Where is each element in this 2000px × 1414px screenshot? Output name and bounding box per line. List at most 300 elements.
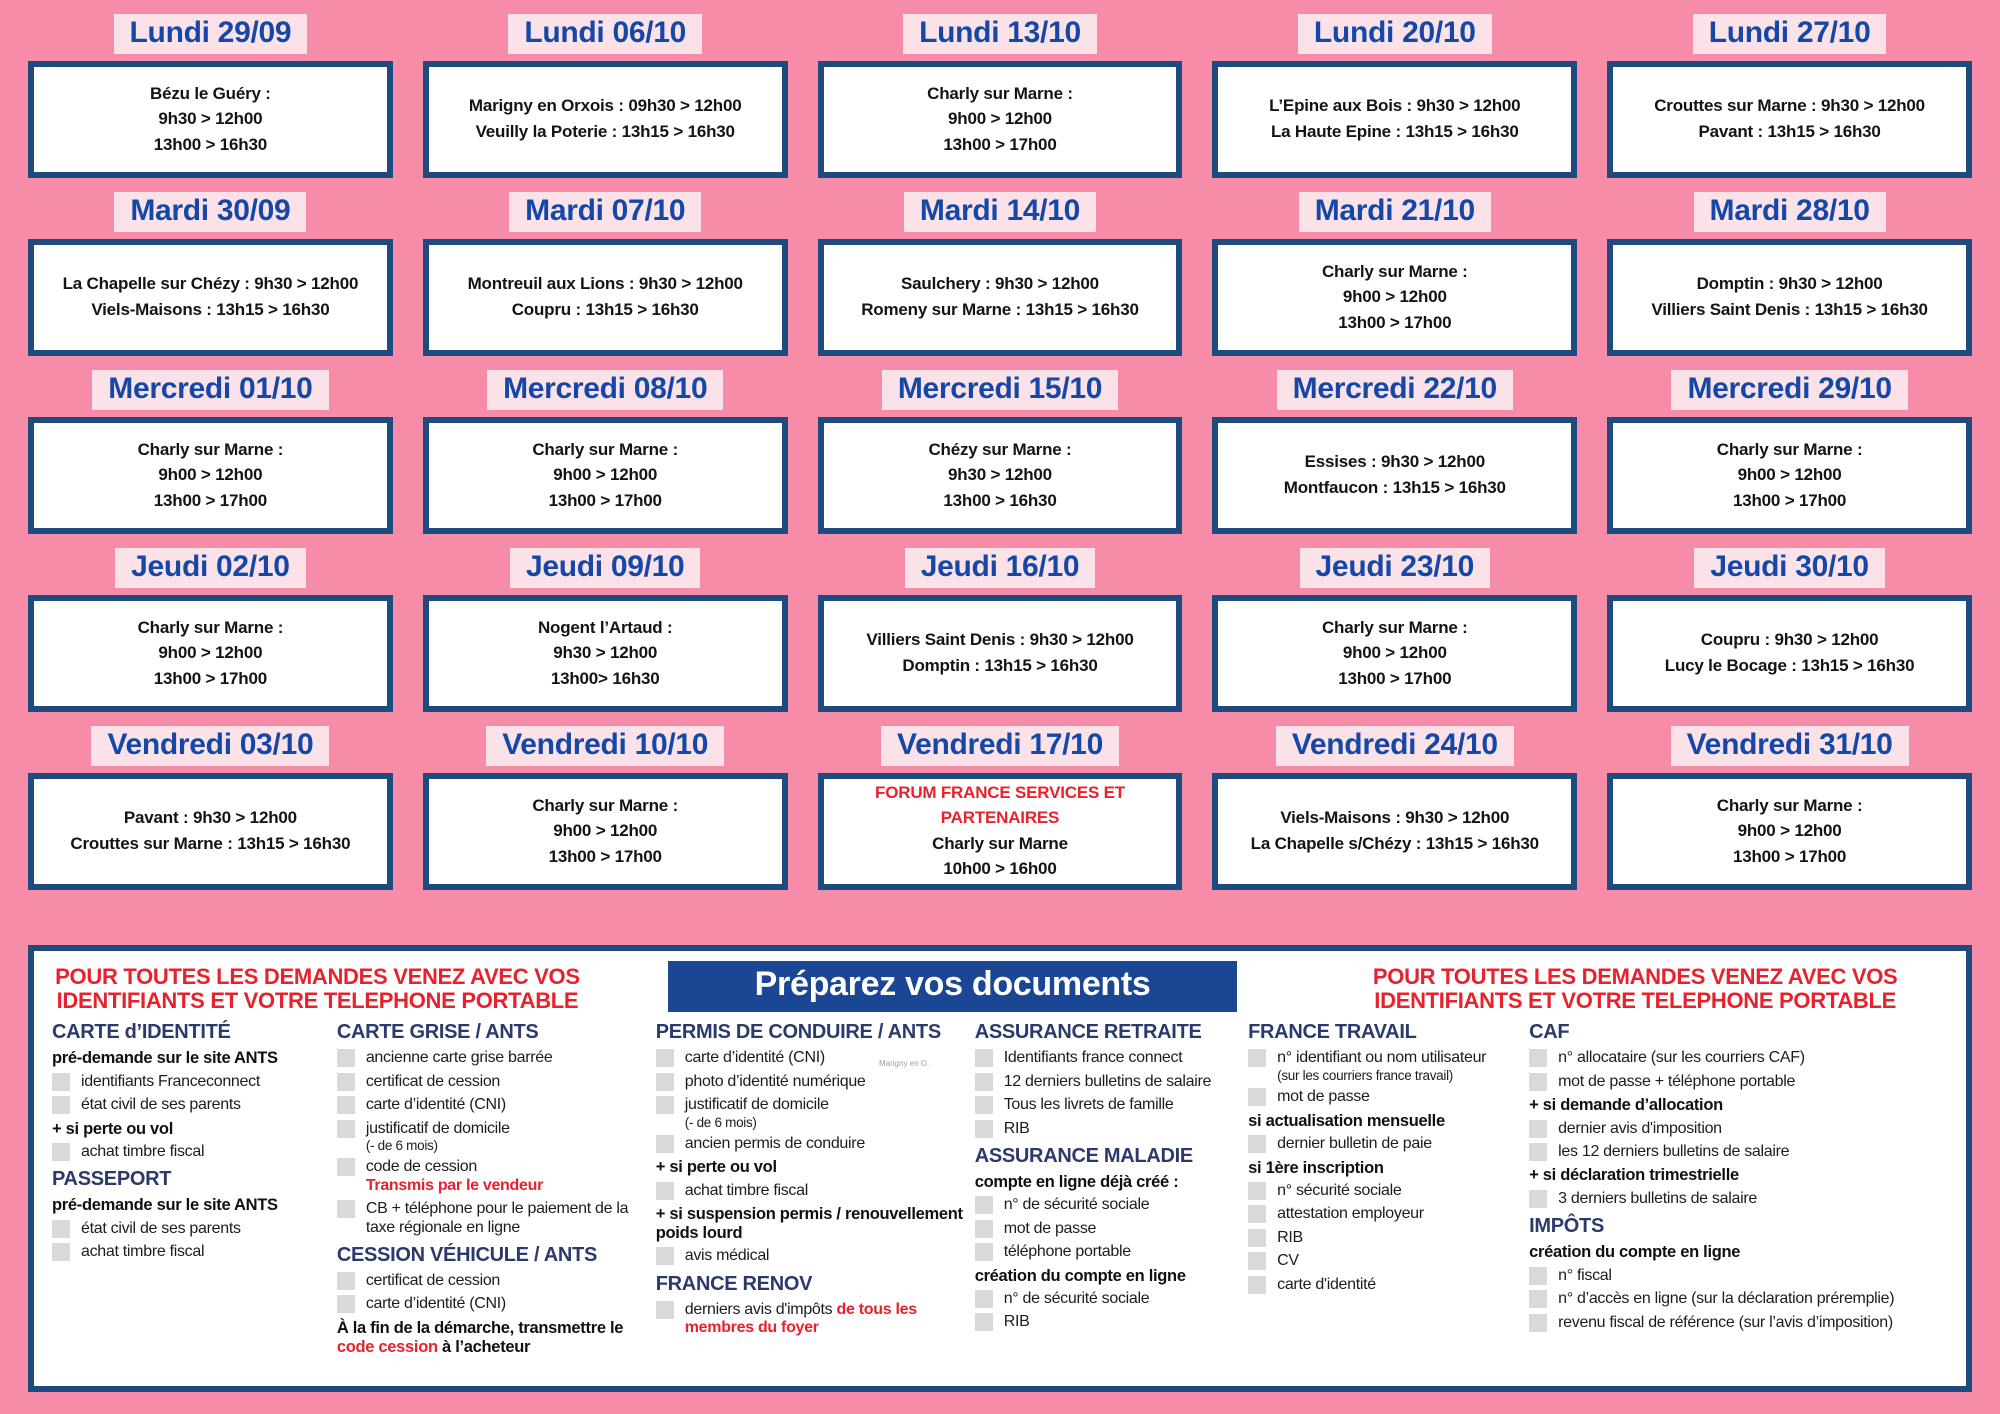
day-card-line: 9h00 > 12h00 bbox=[1737, 821, 1842, 841]
doc-section-title: IMPÔTS bbox=[1529, 1215, 1605, 1238]
checklist-item-label: téléphone portable bbox=[1003, 1243, 1131, 1261]
day-header-label: Mercredi 08/10 bbox=[487, 370, 723, 410]
day-card-line: 9h00 > 12h00 bbox=[553, 465, 658, 485]
day-cell bbox=[1607, 548, 1972, 726]
day-card-line: 13h00 > 17h00 bbox=[1732, 490, 1847, 510]
day-card-line: Charly sur Marne : bbox=[532, 795, 679, 815]
day-card-line: Crouttes sur Marne : 9h30 > 12h00 bbox=[1654, 96, 1925, 116]
day-card-line: Saulchery : 9h30 > 12h00 bbox=[901, 274, 1099, 294]
doc-section-title: PASSEPORT bbox=[52, 1168, 172, 1191]
day-card-line: 13h00 > 17h00 bbox=[548, 490, 662, 510]
day-header-label: Vendredi 31/10 bbox=[1671, 726, 1909, 766]
day-card-line: 13h00 > 17h00 bbox=[943, 134, 1057, 154]
checklist-item bbox=[1248, 1276, 1521, 1294]
doc-subheading: pré-demande sur le site ANTS bbox=[52, 1049, 278, 1068]
checklist-item bbox=[656, 1135, 967, 1153]
checklist-item-label: photo d’identité numérique bbox=[684, 1072, 866, 1090]
checklist-item-label: identifiants Franceconnect bbox=[81, 1072, 260, 1090]
checklist-item bbox=[975, 1049, 1240, 1067]
day-card-line: 13h00 > 16h30 bbox=[153, 134, 267, 154]
day-card-line: Crouttes sur Marne : 13h15 > 16h30 bbox=[70, 833, 351, 853]
day-cell bbox=[1607, 726, 1972, 904]
headline-left: POUR TOUTES LES DEMANDES VENEZ AVEC VOS IDENTIFIANTS ET VOTRE TELEPHONE PORTABLE bbox=[55, 964, 580, 1014]
day-card bbox=[1607, 61, 1972, 178]
checklist-item bbox=[656, 1073, 967, 1091]
day-header-label: Lundi 29/09 bbox=[114, 14, 308, 54]
checklist-item-label: RIB bbox=[1003, 1119, 1030, 1137]
doc-footnote-segment: code cession bbox=[336, 1337, 438, 1356]
day-header-label: Mardi 28/10 bbox=[1694, 192, 1886, 232]
day-card-line: 13h00 > 17h00 bbox=[153, 490, 267, 510]
checkbox-icon bbox=[337, 1200, 355, 1218]
day-card bbox=[423, 773, 788, 890]
checkbox-icon bbox=[1529, 1190, 1547, 1208]
day-card bbox=[818, 773, 1183, 890]
checklist-item-label: CB + téléphone pour le paiement de la taxe régionale en ligne bbox=[365, 1200, 629, 1236]
day-card-line: Charly sur Marne : bbox=[927, 83, 1073, 103]
checkbox-icon bbox=[656, 1073, 674, 1091]
checkbox-icon bbox=[337, 1096, 355, 1114]
doc-column-3 bbox=[656, 1021, 967, 1356]
day-cell bbox=[1607, 370, 1972, 548]
checkbox-icon bbox=[1529, 1290, 1547, 1308]
doc-footnote bbox=[337, 1319, 648, 1357]
day-cell bbox=[28, 192, 393, 370]
day-header-label: Lundi 13/10 bbox=[903, 14, 1097, 54]
day-card-line: Villiers Saint Denis : 9h30 > 12h00 bbox=[866, 630, 1134, 650]
checkbox-icon bbox=[975, 1290, 993, 1308]
checklist-item-label: dernier bulletin de paie bbox=[1277, 1135, 1432, 1153]
checklist-item bbox=[337, 1295, 648, 1313]
checklist-item bbox=[656, 1096, 967, 1130]
day-card-line: Chézy sur Marne : bbox=[928, 439, 1072, 459]
checklist-item bbox=[975, 1196, 1240, 1214]
day-cell bbox=[1212, 192, 1577, 370]
doc-section-title: ASSURANCE RETRAITE bbox=[974, 1021, 1202, 1044]
day-card bbox=[423, 595, 788, 712]
checklist-item bbox=[1529, 1143, 1942, 1161]
day-cell bbox=[1607, 192, 1972, 370]
day-card-line: Bézu le Guéry : bbox=[150, 83, 271, 103]
doc-subheading: + si déclaration trimestrielle bbox=[1529, 1166, 1739, 1185]
day-header-label: Vendredi 03/10 bbox=[91, 726, 329, 766]
checklist-item bbox=[1529, 1314, 1942, 1332]
day-card bbox=[1212, 595, 1577, 712]
day-cell bbox=[423, 192, 788, 370]
day-header-label: Lundi 27/10 bbox=[1693, 14, 1887, 54]
doc-column-6 bbox=[1529, 1021, 1942, 1356]
doc-subheading: + si perte ou vol bbox=[655, 1158, 777, 1177]
checklist-item bbox=[1248, 1049, 1521, 1083]
day-cell bbox=[1212, 370, 1577, 548]
day-card-line: Marigny en Orxois : 09h30 > 12h00 bbox=[468, 96, 742, 116]
checkbox-icon bbox=[975, 1220, 993, 1238]
day-cell bbox=[1607, 14, 1972, 192]
checklist-item-label: justificatif de domicile (- de 6 mois) bbox=[365, 1119, 510, 1153]
checklist-item-label: ancienne carte grise barrée bbox=[365, 1049, 553, 1067]
checklist-item bbox=[337, 1158, 648, 1195]
checkbox-icon bbox=[656, 1182, 674, 1200]
checkbox-icon bbox=[1248, 1229, 1266, 1247]
checklist-item-label: carte d’identité (CNI) bbox=[684, 1049, 825, 1067]
checklist-item bbox=[656, 1182, 967, 1200]
day-header-label: Mardi 21/10 bbox=[1299, 192, 1491, 232]
day-card-line: Charly sur Marne : bbox=[1716, 439, 1863, 459]
checklist-item bbox=[975, 1290, 1240, 1308]
checkbox-icon bbox=[975, 1096, 993, 1114]
checkbox-icon bbox=[52, 1143, 70, 1161]
checkbox-icon bbox=[656, 1096, 674, 1114]
checklist-item bbox=[1529, 1073, 1942, 1091]
checklist-item-label: état civil de ses parents bbox=[81, 1219, 241, 1237]
day-cell bbox=[818, 192, 1183, 370]
checkbox-icon bbox=[975, 1313, 993, 1331]
checkbox-icon bbox=[1529, 1073, 1547, 1091]
checklist-item bbox=[1529, 1190, 1942, 1208]
checkbox-icon bbox=[337, 1049, 355, 1067]
day-card-line: 13h00 > 17h00 bbox=[1338, 668, 1452, 688]
checkbox-icon bbox=[1248, 1049, 1266, 1067]
documents-panel bbox=[28, 945, 1972, 1392]
checkbox-icon bbox=[656, 1135, 674, 1153]
checklist-item bbox=[1248, 1182, 1521, 1200]
checklist-item bbox=[1529, 1120, 1942, 1138]
checklist-item-label: 12 derniers bulletins de salaire bbox=[1003, 1072, 1212, 1090]
day-cell bbox=[1212, 14, 1577, 192]
day-card-line: 9h30 > 12h00 bbox=[553, 643, 658, 663]
day-card-line: Charly sur Marne : bbox=[532, 439, 679, 459]
checkbox-icon bbox=[1248, 1276, 1266, 1294]
doc-subheading: + si suspension permis / renouvellement poids lourd bbox=[655, 1205, 963, 1242]
checklist-item bbox=[52, 1096, 329, 1114]
day-card-line: 9h30 > 12h00 bbox=[948, 465, 1052, 485]
doc-subheading: compte en ligne déjà créé : bbox=[974, 1172, 1179, 1191]
checklist-item-label: n° sécurité sociale bbox=[1277, 1182, 1402, 1199]
day-card-line: Pavant : 9h30 > 12h00 bbox=[123, 808, 297, 828]
day-card-line: 13h00 > 17h00 bbox=[1338, 312, 1452, 332]
doc-section-title: PERMIS DE CONDUIRE / ANTS bbox=[655, 1021, 941, 1044]
day-header-label: Mardi 07/10 bbox=[509, 192, 701, 232]
checklist-item-label: avis médical bbox=[684, 1247, 770, 1265]
checklist-item bbox=[975, 1120, 1240, 1138]
checklist-item-label: RIB bbox=[1003, 1313, 1030, 1331]
checklist-item bbox=[1529, 1267, 1942, 1285]
checklist-item-label: n° fiscal bbox=[1558, 1266, 1612, 1284]
day-card bbox=[28, 61, 393, 178]
day-card bbox=[1607, 239, 1972, 356]
day-card bbox=[1607, 417, 1972, 534]
checkbox-icon bbox=[1248, 1182, 1266, 1200]
checklist-item-label: n° identifiant ou nom utilisateur (sur les courriers france travail) bbox=[1277, 1049, 1487, 1083]
day-header-label: Lundi 06/10 bbox=[508, 14, 702, 54]
doc-column-2 bbox=[337, 1021, 648, 1356]
day-card-line: Charly sur Marne : bbox=[137, 617, 284, 637]
doc-section-title: CESSION VÉHICULE / ANTS bbox=[336, 1244, 597, 1267]
checklist-item-label: carte d'identité bbox=[1277, 1275, 1376, 1293]
checklist-item bbox=[337, 1120, 648, 1154]
doc-column-1 bbox=[52, 1021, 329, 1356]
day-header-label: Vendredi 24/10 bbox=[1276, 726, 1514, 766]
day-card-line: Romeny sur Marne : 13h15 > 16h30 bbox=[861, 299, 1139, 319]
checklist-item bbox=[52, 1220, 329, 1238]
day-card bbox=[818, 417, 1183, 534]
checklist-item bbox=[1248, 1205, 1521, 1223]
day-cell bbox=[818, 370, 1183, 548]
day-header-label: Mercredi 15/10 bbox=[882, 370, 1118, 410]
day-card-line: 9h00 > 12h00 bbox=[1342, 287, 1447, 307]
checklist-item bbox=[1529, 1290, 1942, 1308]
checklist-item-label: n° allocataire (sur les courriers CAF) bbox=[1558, 1049, 1805, 1067]
checklist-small-note: (- de 6 mois) bbox=[684, 1114, 757, 1130]
checklist-item bbox=[975, 1073, 1240, 1091]
day-card-line: 9h00 > 12h00 bbox=[553, 821, 658, 841]
doc-column-5 bbox=[1248, 1021, 1521, 1356]
day-card-line: Pavant : 13h15 > 16h30 bbox=[1698, 121, 1881, 141]
day-header-label: Vendredi 10/10 bbox=[486, 726, 724, 766]
checklist-item-label: dernier avis d'imposition bbox=[1558, 1119, 1722, 1137]
checklist-item-label: derniers avis d'impôts de tous les membres du foyer bbox=[684, 1300, 917, 1337]
day-card-line: 13h00> 16h30 bbox=[550, 668, 660, 688]
day-card bbox=[1607, 773, 1972, 890]
day-card-line: 13h00 > 17h00 bbox=[548, 846, 662, 866]
doc-subheading: pré-demande sur le site ANTS bbox=[52, 1196, 278, 1215]
day-card-line: 10h00 > 16h00 bbox=[943, 859, 1057, 879]
checklist-item-label: code de cession Transmis par le vendeur bbox=[365, 1158, 543, 1194]
doc-section-title: CARTE d’IDENTITÉ bbox=[52, 1021, 231, 1044]
day-card bbox=[28, 773, 393, 890]
day-card-line: Charly sur Marne : bbox=[137, 439, 284, 459]
checkbox-icon bbox=[1529, 1314, 1547, 1332]
day-header-label: Mardi 14/10 bbox=[904, 192, 1096, 232]
checklist-item-label: achat timbre fiscal bbox=[81, 1243, 205, 1261]
checkbox-icon bbox=[1248, 1135, 1266, 1153]
day-cell bbox=[818, 548, 1183, 726]
day-card-line: La Chapelle sur Chézy : 9h30 > 12h00 bbox=[62, 274, 359, 294]
day-header-label: Mercredi 22/10 bbox=[1277, 370, 1513, 410]
day-card-line: Charly sur Marne bbox=[932, 833, 1068, 853]
day-card-line: Lucy le Bocage : 13h15 > 16h30 bbox=[1664, 655, 1915, 675]
checkbox-icon bbox=[337, 1120, 355, 1138]
day-card-line: La Haute Epine : 13h15 > 16h30 bbox=[1270, 121, 1519, 141]
checklist-item-label: les 12 derniers bulletins de salaire bbox=[1558, 1143, 1790, 1161]
checklist-item bbox=[337, 1073, 648, 1091]
day-card-line: Coupru : 9h30 > 12h00 bbox=[1700, 630, 1879, 650]
checkbox-icon bbox=[337, 1158, 355, 1176]
day-cell bbox=[28, 370, 393, 548]
day-card-line: Viels-Maisons : 9h30 > 12h00 bbox=[1280, 808, 1510, 828]
checklist-red-text: de tous les membres du foyer bbox=[684, 1300, 917, 1337]
day-card-line: 9h30 > 12h00 bbox=[158, 109, 263, 129]
checkbox-icon bbox=[656, 1049, 674, 1067]
checkbox-icon bbox=[337, 1272, 355, 1290]
checklist-item-label: achat timbre fiscal bbox=[81, 1143, 205, 1161]
day-cell bbox=[818, 14, 1183, 192]
checkbox-icon bbox=[975, 1196, 993, 1214]
checkbox-icon bbox=[52, 1096, 70, 1114]
day-card-line: FORUM FRANCE SERVICES ET bbox=[875, 782, 1125, 802]
checkbox-icon bbox=[975, 1073, 993, 1091]
day-card bbox=[1607, 595, 1972, 712]
doc-subheading: création du compte en ligne bbox=[1529, 1243, 1741, 1262]
day-header-label: Jeudi 30/10 bbox=[1694, 548, 1884, 588]
day-card-line: Domptin : 13h15 > 16h30 bbox=[902, 655, 1098, 675]
day-card bbox=[28, 239, 393, 356]
day-card-line: PARTENAIRES bbox=[940, 808, 1060, 828]
day-card-line: 9h00 > 12h00 bbox=[1342, 643, 1447, 663]
checklist-item-label: certificat de cession bbox=[365, 1272, 501, 1290]
checklist-item-label: n° de sécurité sociale bbox=[1003, 1196, 1150, 1214]
checklist-item bbox=[52, 1143, 329, 1161]
day-cell bbox=[818, 726, 1183, 904]
checklist-item bbox=[337, 1049, 648, 1067]
day-card bbox=[1212, 61, 1577, 178]
day-card-line: 13h00 > 17h00 bbox=[153, 668, 267, 688]
checklist-item-label: état civil de ses parents bbox=[81, 1096, 241, 1114]
checklist-item bbox=[656, 1247, 967, 1265]
day-card-line: Essises : 9h30 > 12h00 bbox=[1304, 452, 1485, 472]
checkbox-icon bbox=[1529, 1267, 1547, 1285]
day-card bbox=[818, 595, 1183, 712]
checkbox-icon bbox=[337, 1295, 355, 1313]
doc-subheading: si 1ère inscription bbox=[1248, 1158, 1384, 1177]
day-card-line: L’Epine aux Bois : 9h30 > 12h00 bbox=[1269, 96, 1521, 116]
day-header-label: Mercredi 29/10 bbox=[1671, 370, 1907, 410]
doc-subheading: création du compte en ligne bbox=[974, 1266, 1186, 1285]
checklist-item bbox=[656, 1301, 967, 1338]
doc-section-title: CARTE GRISE / ANTS bbox=[336, 1021, 539, 1044]
checkbox-icon bbox=[1529, 1143, 1547, 1161]
checklist-item-label: justificatif de domicile (- de 6 mois) bbox=[684, 1096, 829, 1130]
day-cell bbox=[1212, 548, 1577, 726]
checkbox-icon bbox=[975, 1243, 993, 1261]
day-cell bbox=[28, 548, 393, 726]
checklist-item-label: mot de passe + téléphone portable bbox=[1558, 1072, 1796, 1090]
day-cell bbox=[423, 370, 788, 548]
checklist-item bbox=[1248, 1229, 1521, 1247]
watermark-text: Marigny en O. bbox=[879, 1059, 930, 1068]
day-card-line: Veuilly la Poterie : 13h15 > 16h30 bbox=[475, 121, 735, 141]
checkbox-icon bbox=[52, 1243, 70, 1261]
day-card-line: La Chapelle s/Chézy : 13h15 > 16h30 bbox=[1250, 833, 1539, 853]
checklist-item bbox=[975, 1313, 1240, 1331]
day-card-line: Montfaucon : 13h15 > 16h30 bbox=[1283, 477, 1506, 497]
checklist-item-label: CV bbox=[1277, 1252, 1299, 1270]
day-card bbox=[423, 61, 788, 178]
day-cell bbox=[423, 726, 788, 904]
day-cell bbox=[423, 14, 788, 192]
day-header-label: Jeudi 02/10 bbox=[115, 548, 305, 588]
day-card bbox=[1212, 773, 1577, 890]
checklist-item-label: carte d’identité (CNI) bbox=[365, 1295, 506, 1313]
checklist-small-note: (- de 6 mois) bbox=[365, 1137, 438, 1153]
day-card bbox=[423, 417, 788, 534]
checkbox-icon bbox=[52, 1073, 70, 1091]
day-header-label: Jeudi 16/10 bbox=[905, 548, 1095, 588]
documents-columns bbox=[52, 1021, 1948, 1356]
day-card-line: 9h00 > 12h00 bbox=[158, 465, 263, 485]
doc-section-title: FRANCE TRAVAIL bbox=[1248, 1021, 1417, 1044]
doc-subheading: + si demande d’allocation bbox=[1529, 1096, 1723, 1115]
doc-footnote-segment: à l’acheteur bbox=[437, 1337, 531, 1356]
checklist-item bbox=[975, 1220, 1240, 1238]
checklist-item bbox=[1248, 1088, 1521, 1106]
checklist-item-label: n° de sécurité sociale bbox=[1003, 1290, 1150, 1308]
checkbox-icon bbox=[1529, 1049, 1547, 1067]
day-card bbox=[1212, 239, 1577, 356]
checklist-item-label: Tous les livrets de famille bbox=[1003, 1096, 1174, 1114]
checklist-item-label: mot de passe bbox=[1277, 1088, 1370, 1106]
day-card-line: 13h00 > 16h30 bbox=[943, 490, 1057, 510]
checklist-red-note: Transmis par le vendeur bbox=[365, 1176, 543, 1194]
day-header-label: Jeudi 23/10 bbox=[1300, 548, 1490, 588]
checklist-item bbox=[1529, 1049, 1942, 1067]
doc-footnote-segment: À la fin de la démarche, transmettre le bbox=[336, 1318, 624, 1337]
documents-header bbox=[52, 961, 1948, 1013]
day-header-label: Mercredi 01/10 bbox=[92, 370, 328, 410]
doc-subheading: + si perte ou vol bbox=[52, 1119, 173, 1138]
day-card bbox=[28, 595, 393, 712]
day-card bbox=[1212, 417, 1577, 534]
checklist-item bbox=[52, 1243, 329, 1261]
checklist-item-label: certificat de cession bbox=[365, 1072, 501, 1090]
checklist-item-label: attestation employeur bbox=[1277, 1205, 1424, 1223]
day-card-line: Charly sur Marne : bbox=[1716, 795, 1863, 815]
doc-column-4 bbox=[975, 1021, 1240, 1356]
day-cell bbox=[1212, 726, 1577, 904]
day-header-label: Jeudi 09/10 bbox=[510, 548, 700, 588]
day-card bbox=[818, 239, 1183, 356]
checklist-item-label: achat timbre fiscal bbox=[684, 1181, 808, 1199]
checklist-item bbox=[1248, 1252, 1521, 1270]
headline-right: POUR TOUTES LES DEMANDES VENEZ AVEC VOS IDENTIFIANTS ET VOTRE TELEPHONE PORTABLE bbox=[1372, 964, 1898, 1014]
day-card-line: 13h00 > 17h00 bbox=[1732, 846, 1847, 866]
checklist-item bbox=[337, 1272, 648, 1290]
day-card-line: Domptin : 9h30 > 12h00 bbox=[1696, 274, 1883, 294]
day-card-line: Nogent l’Artaud : bbox=[537, 617, 673, 637]
doc-subheading: si actualisation mensuelle bbox=[1248, 1111, 1445, 1130]
day-cell bbox=[423, 548, 788, 726]
day-card bbox=[818, 61, 1183, 178]
checkbox-icon bbox=[337, 1073, 355, 1091]
checklist-item bbox=[975, 1243, 1240, 1261]
day-card-line: Charly sur Marne : bbox=[1321, 261, 1468, 281]
day-header-label: Mardi 30/09 bbox=[114, 192, 306, 232]
doc-section-title: FRANCE RENOV bbox=[655, 1272, 813, 1295]
day-card bbox=[28, 417, 393, 534]
documents-banner-title: Préparez vos documents bbox=[668, 961, 1237, 1012]
day-card bbox=[423, 239, 788, 356]
day-card-line: Villiers Saint Denis : 13h15 > 16h30 bbox=[1651, 299, 1928, 319]
checklist-item bbox=[337, 1200, 648, 1237]
checkbox-icon bbox=[656, 1247, 674, 1265]
checkbox-icon bbox=[1529, 1120, 1547, 1138]
checkbox-icon bbox=[1248, 1252, 1266, 1270]
day-card-line: Viels-Maisons : 13h15 > 16h30 bbox=[91, 299, 330, 319]
day-card-line: 9h00 > 12h00 bbox=[158, 643, 263, 663]
checklist-item-label: n° d’accès en ligne (sur la déclaration préremplie) bbox=[1558, 1290, 1895, 1308]
doc-section-title: CAF bbox=[1529, 1021, 1570, 1044]
checklist-item bbox=[1248, 1135, 1521, 1153]
day-header-label: Vendredi 17/10 bbox=[881, 726, 1119, 766]
day-card-line: Coupru : 13h15 > 16h30 bbox=[511, 299, 699, 319]
day-card-line: 9h00 > 12h00 bbox=[948, 109, 1052, 129]
checklist-item bbox=[337, 1096, 648, 1114]
checkbox-icon bbox=[1248, 1205, 1266, 1223]
checkbox-icon bbox=[975, 1120, 993, 1138]
checklist-item-label: ancien permis de conduire bbox=[684, 1135, 865, 1153]
checklist-item-label: carte d’identité (CNI) bbox=[365, 1096, 506, 1114]
checkbox-icon bbox=[1248, 1088, 1266, 1106]
